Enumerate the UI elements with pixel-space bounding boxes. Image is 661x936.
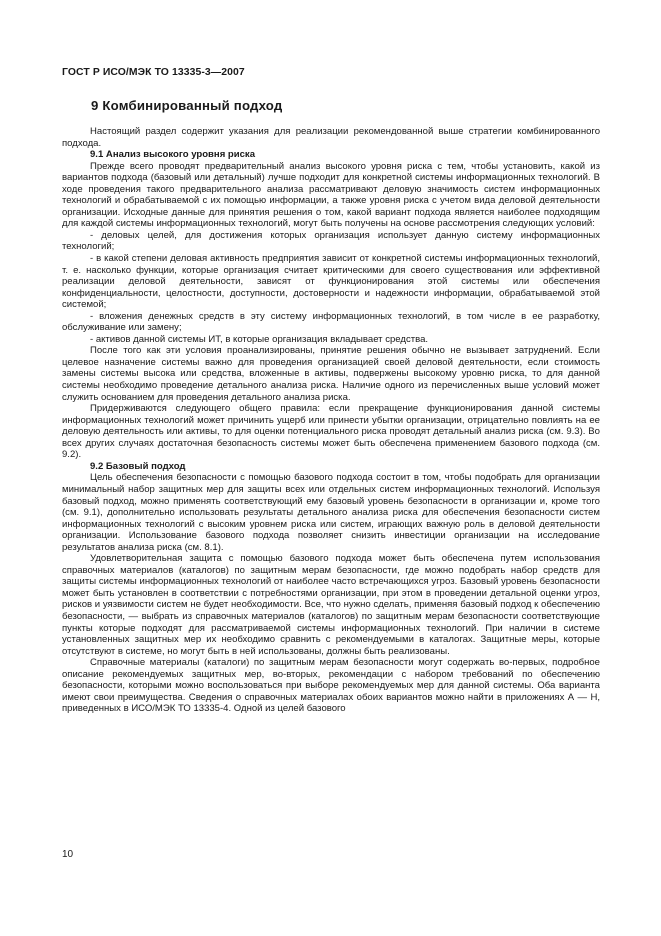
paragraph: Придерживаются следующего общего правила: если прекращение функционирования данной системы информационных технологий может причинить ущерб или принести убытки организации, отрицательно повлиять на ее деловую деятельность или активы, то для оценки потенциального риска проводят детальный анализ риска (см. 9.3). Во всех других случаях достаточная безопасность системы может быть обеспечена применением базового подхода (см. 9.2).: [62, 403, 600, 461]
subsection-title-9-2: 9.2 Базовый подход: [90, 460, 186, 472]
paragraph: Прежде всего проводят предварительный анализ высокого уровня риска с тем, чтобы установить, какой из вариантов подхода (базовый или детальный) лучше подходит для конкретной системы информационных технологий. В ходе проведения такого предварительного анализа рассматривают деловую значимость систем информационных технологий и обрабатываемой с их помощью информации, а также уровня риска с учетом вида деловой деятельности организации. Исходные данные для принятия решения о том, какой вариант подхода является наиболее подходящим для каждой системы информационных технологий, могут быть получены на основе рассмотрения следующих условий:: [62, 160, 600, 230]
paragraph: Справочные материалы (каталоги) по защитным мерам безопасности могут содержать во-первых, подробное описание рекомендуемых защитных мер, во-вторых, рекомендации с набором требований по обеспечению безопасности, которыми можно воспользоваться при выборе рекомендуемых мер для данной системы. Оба варианта имеют свои преимущества. Сведения о справочных материалах обоих вариантов можно найти в приложениях А — Н, приведенных в ИСО/МЭК ТО 13335-4. Одной из целей базового: [62, 657, 600, 715]
paragraph: Цель обеспечения безопасности с помощью базового подхода состоит в том, чтобы подобрать для организации минимальный набор защитных мер для защиты всех или отдельных систем информационных технологий. Используя базовый подход, можно применять соответствующий ему базовый уровень безопасности в организации и, кроме того (см. 9.1), дополнительно использовать результаты детального анализа риска для обеспечения безопасности систем информационных технологий с высоким уровнем риска или систем, играющих важную роль в деловой деятельности организации. Использование базового подхода позволяет снизить инвестиции организации на исследование результатов анализа риска (см. 8.1).: [62, 472, 600, 553]
list-item: - активов данной системы ИТ, в которые организация вкладывает средства.: [90, 333, 429, 345]
running-header: ГОСТ Р ИСО/МЭК ТО 13335-3—2007: [62, 67, 245, 78]
section-intro-paragraph: Настоящий раздел содержит указания для реализации рекомендованной выше стратегии комбинированного подхода.: [62, 126, 600, 149]
list-item: - деловых целей, для достижения которых организация использует данную систему информационных технологий;: [62, 229, 600, 253]
list-item: - вложения денежных средств в эту систему информационных технологий, в том числе в ее разработку, обслуживание или замену;: [62, 310, 600, 334]
paragraph: Удовлетворительная защита с помощью базового подхода может быть обеспечена путем использования справочных материалов (каталогов) по защитным мерам безопасности, где можно подобрать набор средств для защиты системы информационных технологий от наиболее часто встречающихся угроз. Базовый уровень безопасности может быть установлен в соответствии с потребностями организации, при этом в проведении детальной оценки угроз, рисков и уязвимости систем не будет необходимости. Все, что нужно сделать, применяя базовый подход к обеспечению безопасности, — выбрать из справочных материалов (каталогов) по защитным мерам безопасности соответствующие пункты которые подходят для рассматриваемой системы информационных технологий. При наличии в системе установленных защитных мер их необходимо сравнить с рекомендуемыми в каталогах. Защитные меры, которые отсутствуют в системе, но могут быть в ней использованы, должны быть реализованы.: [62, 553, 600, 657]
section-title: 9 Комбинированный подход: [91, 98, 283, 113]
paragraph: После того как эти условия проанализированы, принятие решения обычно не вызывает затруднений. Если целевое назначение системы важно для проведения организацией своей деловой деятельности, если стоимость замены системы высока или средства, вложенные в активы, подвержены высокому уровню риска, то для данной системы необходимо проведение детального анализа риска. Наличие одного из перечисленных выше условий может служить основанием для проведения детального анализа риска.: [62, 345, 600, 403]
page-number: 10: [62, 849, 74, 860]
list-item: - в какой степени деловая активность предприятия зависит от конкретной системы информационных технологий, т. е. насколько функции, которые организация считает критическими для своего существования или эффективной реализации деловой деятельности, зависят от функционирования этой системы или обеспечения конфиденциальности, целостности, доступности, достоверности и надежности информации, обрабатываемой этой системой;: [62, 253, 600, 311]
document-body: [62, 126, 600, 715]
subsection-title-9-1: 9.1 Анализ высокого уровня риска: [90, 149, 256, 161]
